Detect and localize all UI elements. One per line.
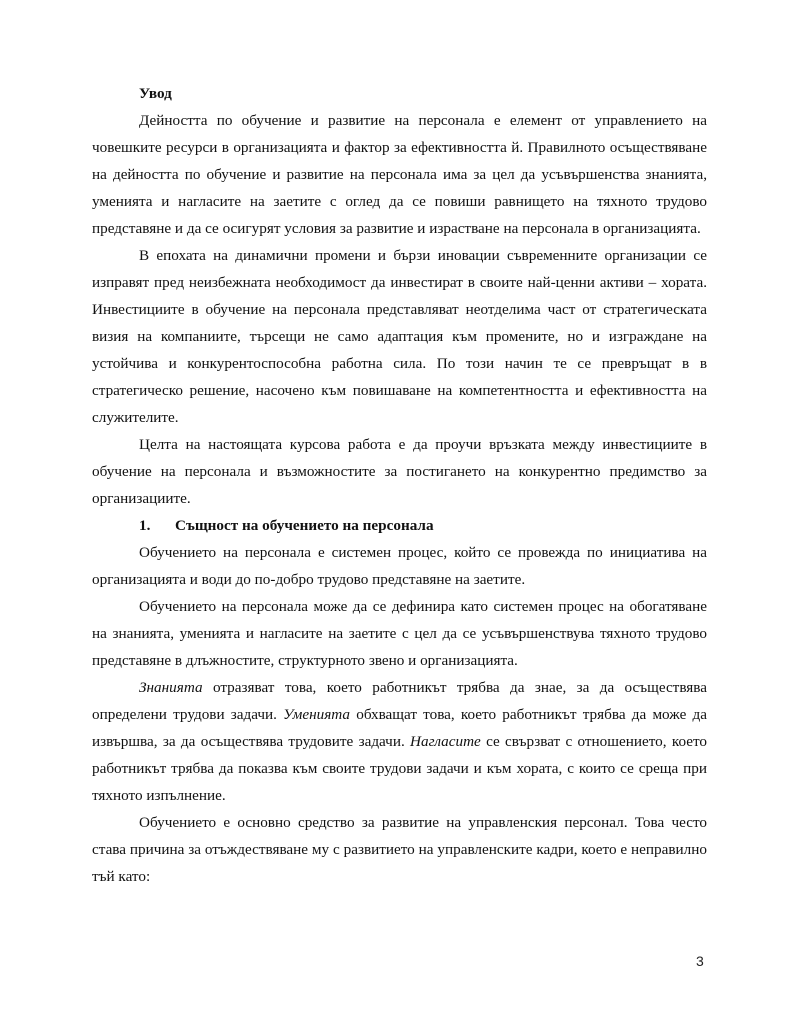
section-1-paragraph-1: Обучението на персонала е системен процес, който се провежда по инициатива на организацията и води до по-добро трудово представяне на заетите. xyxy=(92,544,707,588)
intro-paragraph-1: Дейността по обучение и развитие на персонала е елемент от управлението на човешките ресурси в организацията и фактор за ефективността й. Правилното осъществяване на дейността по обучение и развитие на персонала има за цел да усъвършенства знанията, уменията и нагласите на заетите с оглед да се повиши равнището на тяхното трудово представяне и да се осигурят условия за развитие и израстване на персонала в организацията. xyxy=(92,112,707,237)
term-skills: Уменията xyxy=(283,706,351,723)
closing-paragraph: Обучението е основно средство за развитие на управленския персонал. Това често става причина за отъждествяване му с развитието на управленските кадри, което е неправилно тъй като: xyxy=(92,814,707,885)
intro-paragraph-3: Целта на настоящата курсова работа е да проучи връзката между инвестициите в обучение на персонала и възможностите за постигането на конкурентно предимство за организациите. xyxy=(92,436,707,507)
page-number: 3 xyxy=(696,953,704,969)
section-1-title: Същност на обучението на персонала xyxy=(175,517,434,534)
section-1-heading xyxy=(92,512,707,539)
definitions-paragraph xyxy=(92,674,707,809)
intro-paragraph-2: В епохата на динамични промени и бързи иновации съвременните организации се изправят пред неизбежната необходимост да инвестират в своите най-ценни активи – хората. Инвестициите в обучение на персонала представляват неотделима част от стратегическата визия на компаниите, търсещи не само адаптация към промените, но и изграждане на устойчива и конкурентоспособна работна сила. По този начин те се превръщат в в стратегическо решение, насочено към повишаване на компетентността и ефективността на служителите. xyxy=(92,247,707,426)
section-1-paragraph-2: Обучението на персонала може да се дефинира като системен процес на обогатяване на знанията, уменията и нагласите на заетите с цел да се усъвършенствува тяхното трудово представяне в длъжностите, структурното звено и организацията. xyxy=(92,598,707,669)
term-attitudes: Нагласите xyxy=(410,733,481,750)
section-1-number: 1. xyxy=(139,517,151,534)
term-knowledge: Знанията xyxy=(139,679,203,696)
definition-skills: обхващат това, което работникът трябва да може да извършва, за да осъществява трудовите задачи. xyxy=(92,706,707,750)
definition-attitudes: се свързват с отношението, което работникът трябва да показва към своите трудови задачи и към хората, с които се среща при тяхното изпълнение. xyxy=(92,733,707,804)
intro-heading: Увод xyxy=(139,85,172,102)
definition-knowledge: отразяват това, което работникът трябва да знае, за да осъществява определени трудови задачи. xyxy=(92,679,707,723)
page-content xyxy=(92,80,707,890)
